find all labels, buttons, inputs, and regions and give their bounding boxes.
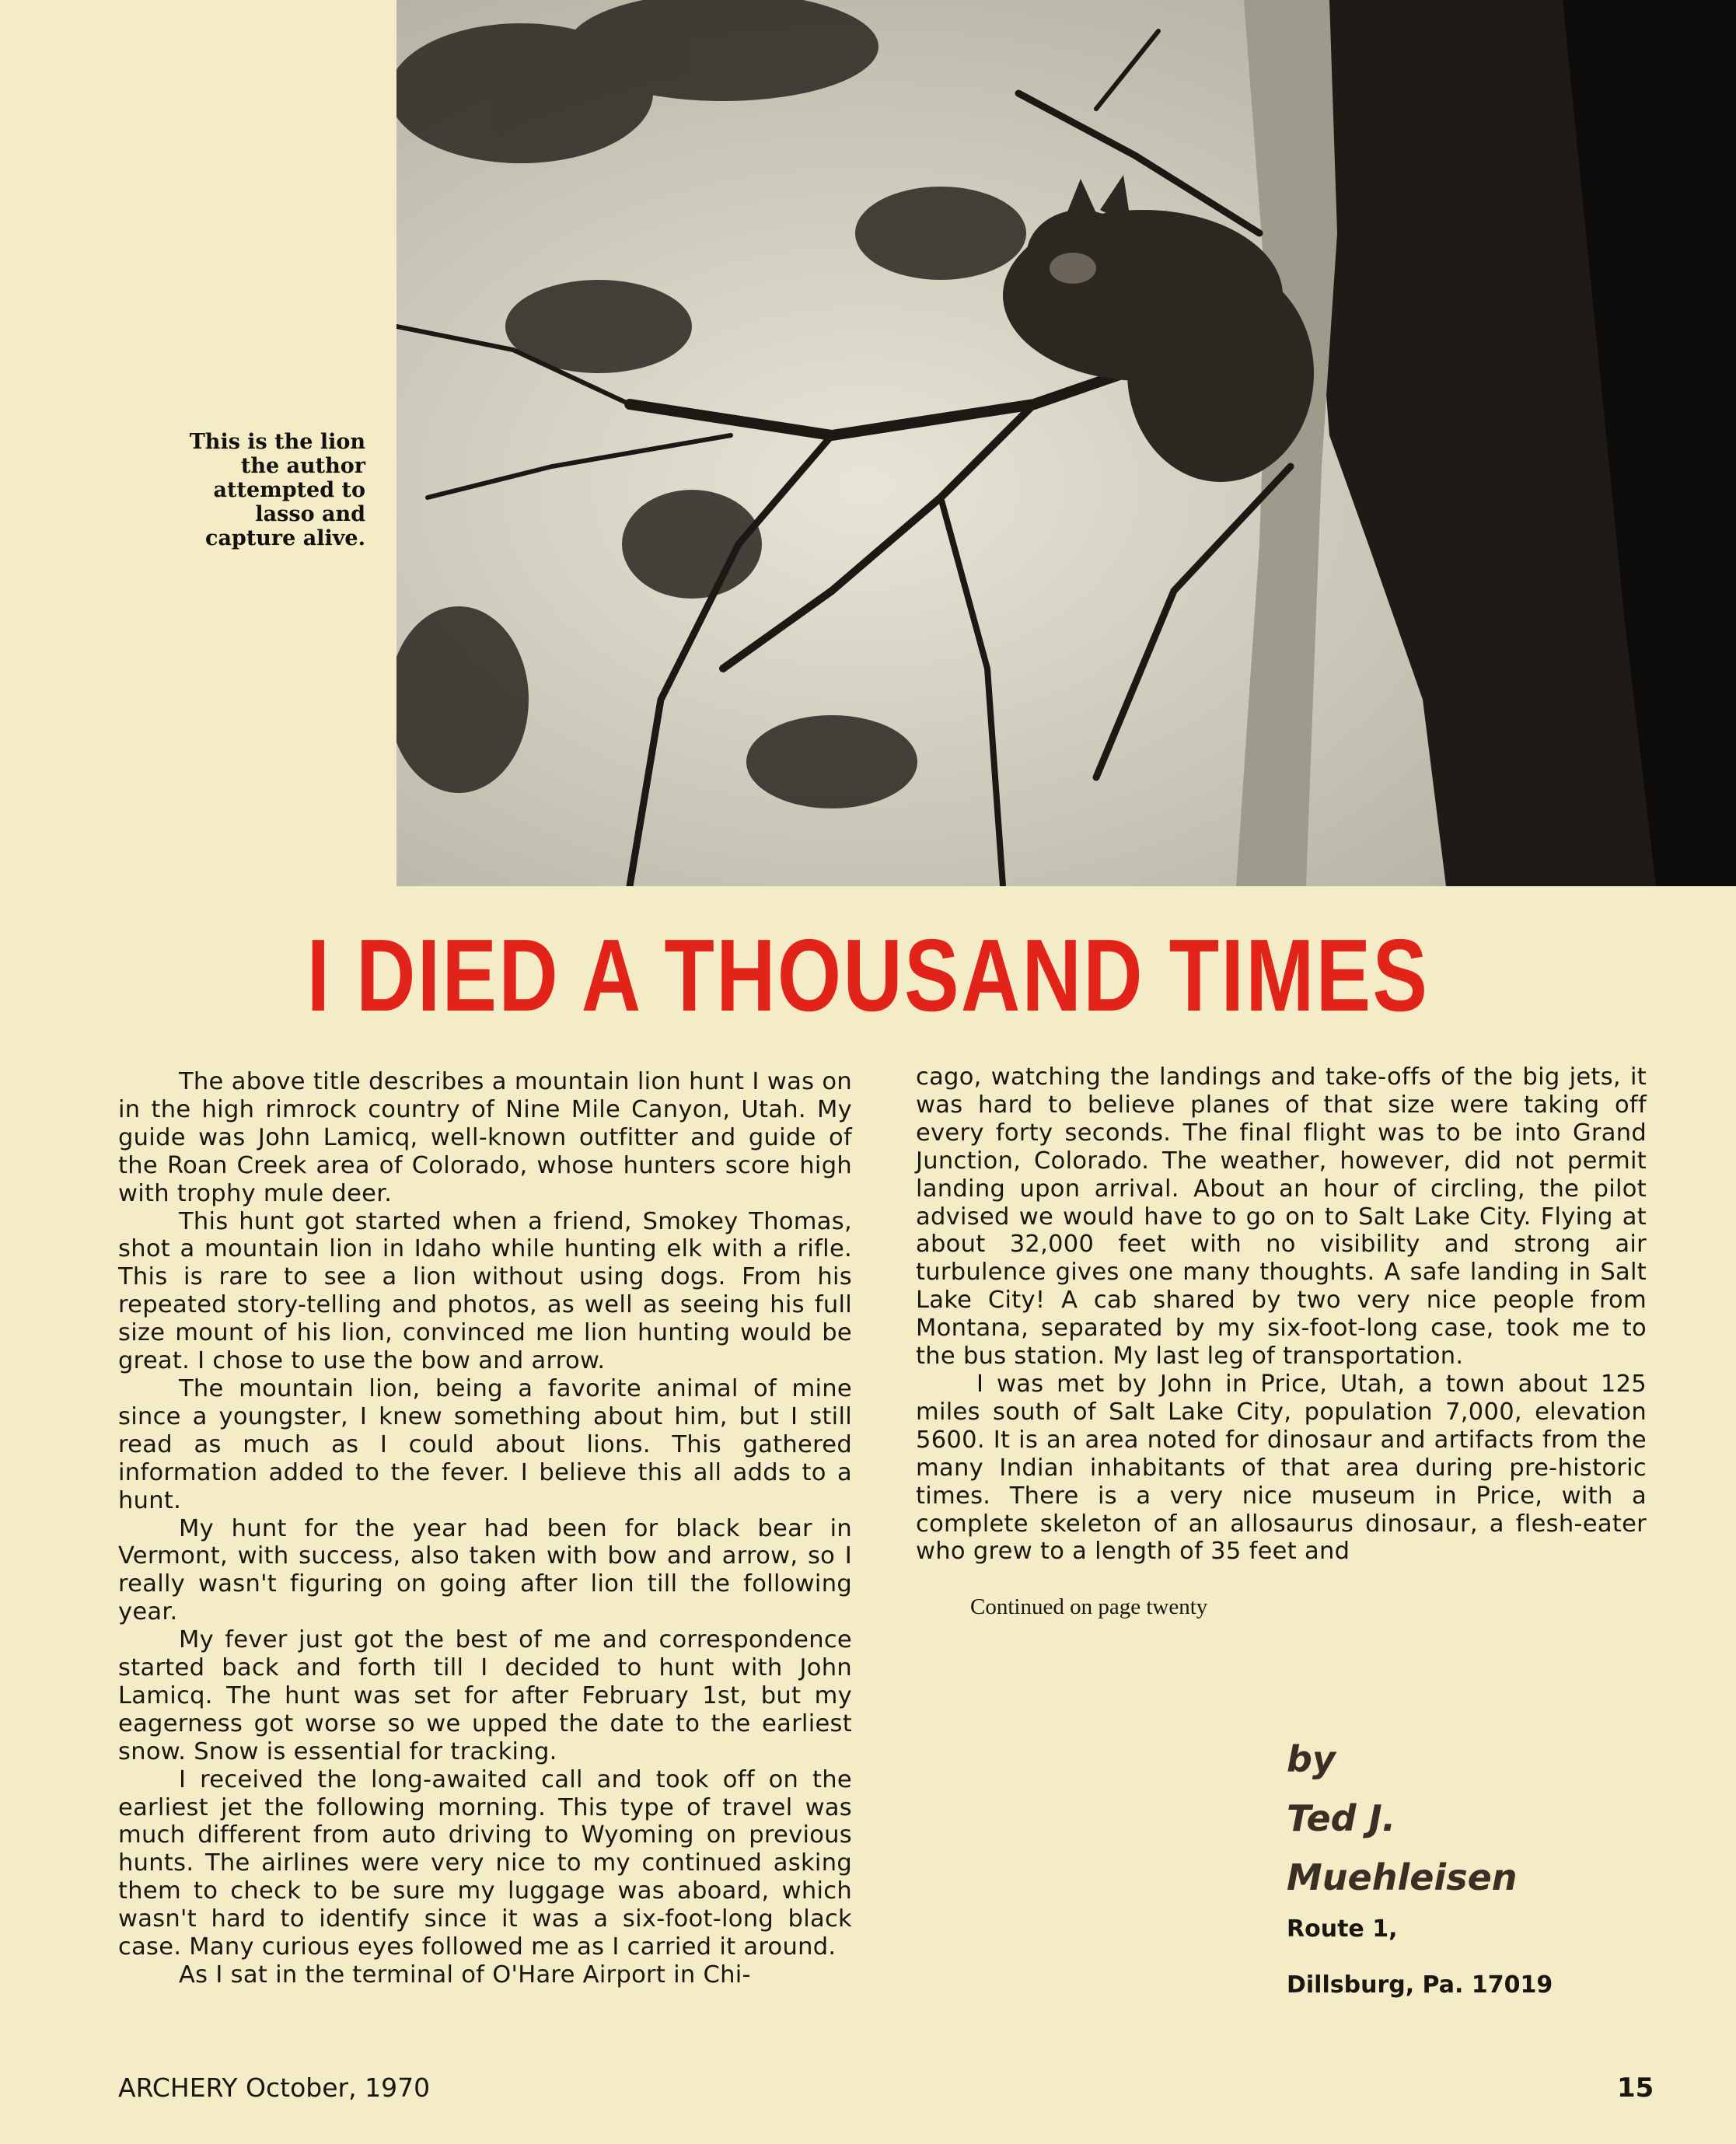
continued-note: Continued on page twenty (970, 1594, 1208, 1619)
caption-line: the author (240, 454, 365, 478)
article-paragraph: This hunt got started when a friend, Smokey Thomas, shot a mountain lion in Idaho while hunting elk with a rifle. This is rare to see a lion without using dogs. From his repeated story-telling and photos, as well as seeing his full size mount of his lion, convinced me lion hunting would be great. I chose to use the bow and arrow. (118, 1207, 852, 1375)
author-name: Ted J. (1287, 1797, 1396, 1839)
caption-line: lasso and (255, 502, 365, 526)
article-paragraph: My fever just got the best of me and correspondence started back and forth till I decided to hunt with John Lamicq. The hunt was set for after February 1st, but my eagerness got worse so we upped the date to the earliest snow. Snow is essential for tracking. (118, 1626, 852, 1765)
author-city: Dillsburg, Pa. 17019 (1287, 1971, 1553, 1999)
article-paragraph: I was met by John in Price, Utah, a town about 125 miles south of Salt Lake City, population 7,000, elevation 5600. It is an area noted for dinosaur and artifacts from the many Indian inhabitants of that area during pre-historic times. There is a very nice museum in Price, with a complete skeleton of an allosaurus dinosaur, a flesh-eater who grew to a length of 35 feet and (916, 1370, 1647, 1566)
byline-by: by (1287, 1738, 1336, 1780)
article-column-left (118, 1068, 852, 1989)
article-paragraph: The mountain lion, being a favorite animal of mine since a youngster, I knew something about him, but I still read as much as I could about lions. This gathered information added to the fever. I believe this all adds to a hunt. (118, 1374, 852, 1514)
article-paragraph: As I sat in the terminal of O'Hare Airport in Chi- (179, 1961, 751, 1989)
photo-caption (124, 430, 365, 550)
article-paragraph: cago, watching the landings and take-offs of the big jets, it was hard to believe planes of that size were taking off every forty seconds. The final flight was to be into Grand Junction, Colorado. The weather, however, did not permit landing upon arrival. About an hour of circling, the pilot advised we would have to go on to Salt Lake City. Flying at about 32,000 feet with no visibility and strong air turbulence gives one many thoughts. A safe landing in Salt Lake City! A cab shared by two very nice people from Montana, separated by my six-foot-long case, took me to the bus station. My last leg of transportation. (916, 1063, 1647, 1371)
article-column-right (916, 1063, 1647, 1566)
mountain-lion-in-tree-photo (396, 0, 1736, 886)
author-surname: Muehleisen (1287, 1856, 1518, 1898)
page-number: 15 (1617, 2072, 1654, 2104)
caption-line: attempted to (213, 478, 365, 502)
article-paragraph: My hunt for the year had been for black bear in Vermont, with success, also taken with bow and arrow, so I really wasn't figuring on going after lion till the following year. (118, 1514, 852, 1626)
mountain-lion-photo (396, 0, 1736, 886)
article-paragraph: I received the long-awaited call and took off on the earliest jet the following morning. This type of travel was much different from auto driving to Wyoming on previous hunts. The airlines were very nice to my continued asking them to check to be sure my luggage was aboard, which wasn't hard to identify since it was a six-foot-long black case. Many curious eyes followed me as I carried it around. (118, 1765, 852, 1961)
author-address: Route 1, (1287, 1915, 1398, 1943)
caption-line: This is the lion (189, 430, 365, 454)
magazine-footer: ARCHERY October, 1970 (118, 2072, 431, 2103)
caption-line: capture alive. (205, 526, 365, 550)
article-paragraph: The above title describes a mountain lion hunt I was on in the high rimrock country of Nine Mile Canyon, Utah. My guide was John Lamicq, well-known outfitter and guide of the Roan Creek area of Colorado, whose hunters score high with trophy mule deer. (118, 1068, 852, 1207)
article-title: I DIED A THOUSAND TIMES (306, 918, 1430, 1032)
